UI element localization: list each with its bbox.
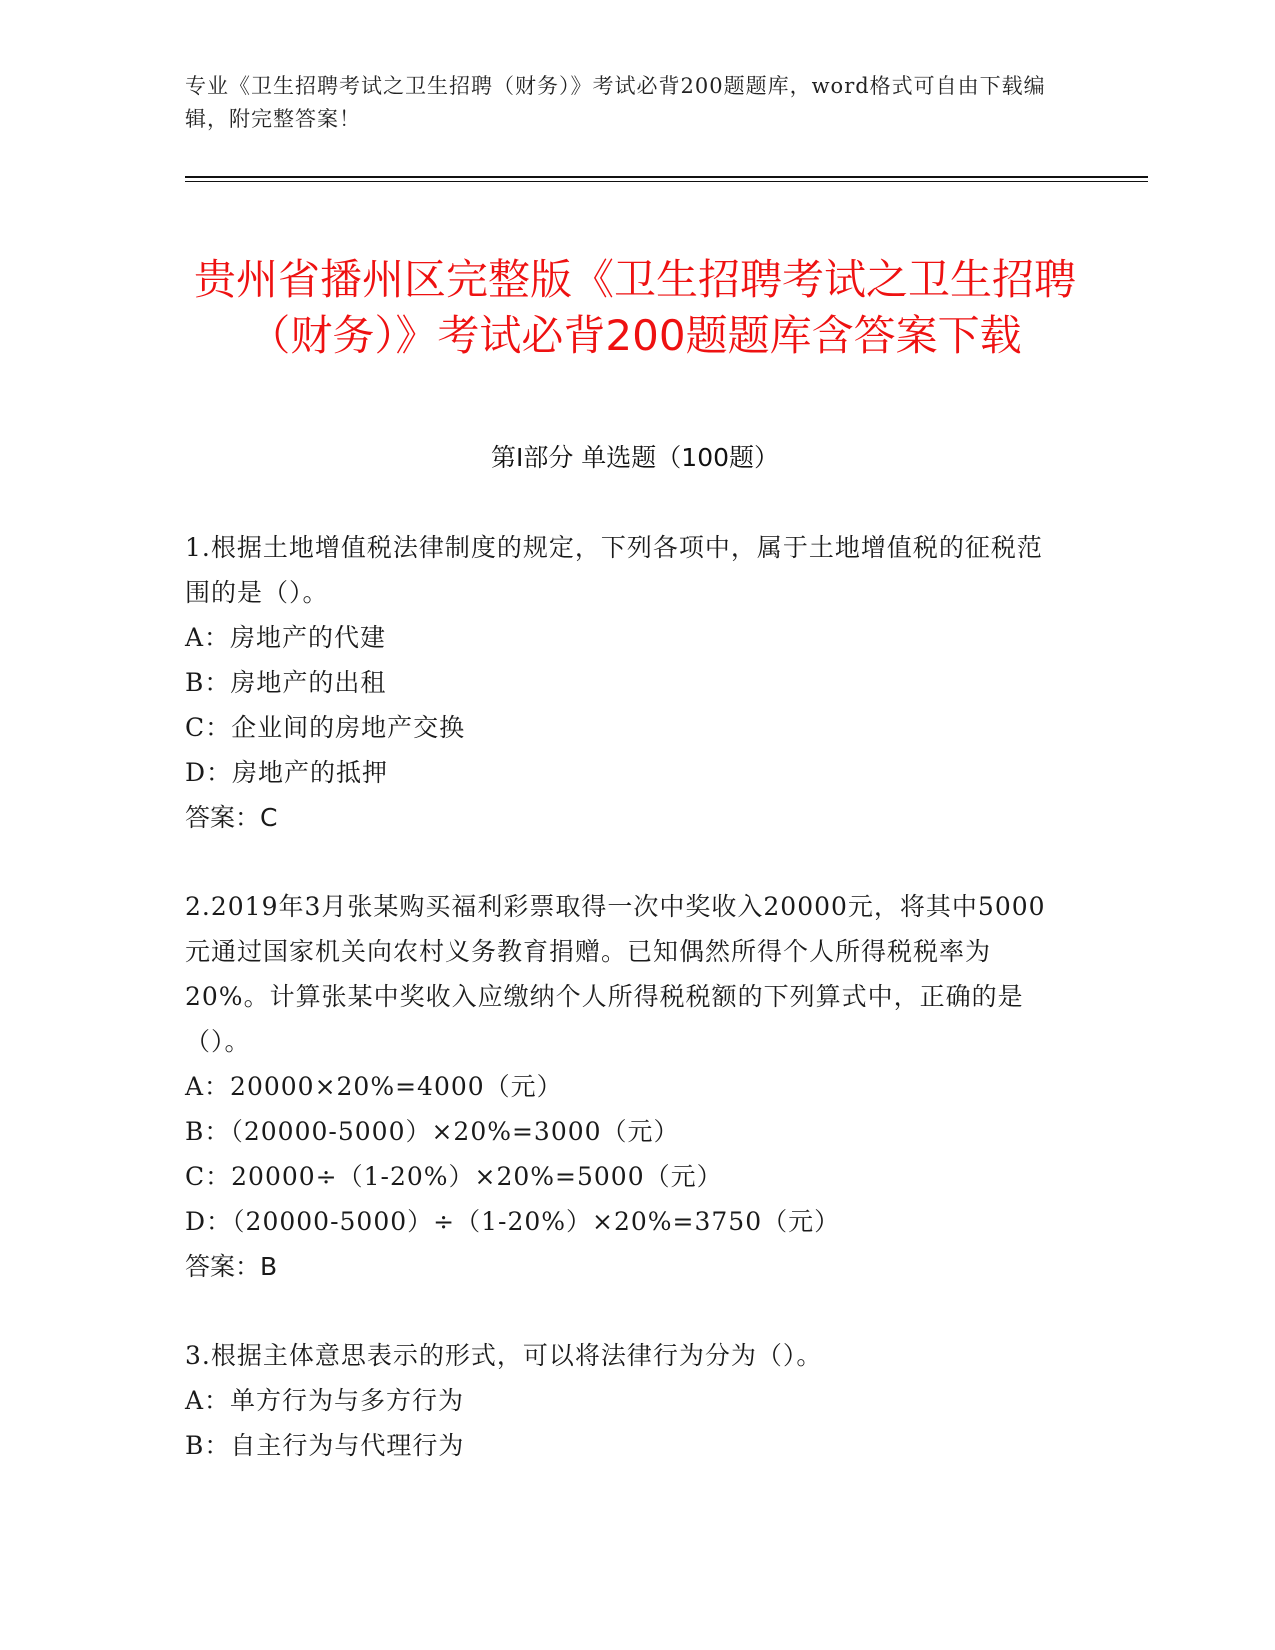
section-title: 第I部分 单选题（100题）	[490, 443, 780, 472]
question-1	[185, 525, 1065, 840]
question-2	[185, 884, 1065, 1289]
question-stem: 2.2019年3月张某购买福利彩票取得一次中奖收入20000元，将其中5000元通过国家机关向农村义务教育捐赠。已知偶然所得个人所得税税率为20%。计算张某中奖收入应缴纳个人所得税税额的下列算式中，正确的是（）。	[185, 892, 1046, 1056]
option-c: C：20000÷（1-20%）×20%=5000（元）	[185, 1162, 723, 1191]
header-note: 专业《卫生招聘考试之卫生招聘（财务）》考试必背200题题库，word格式可自由下载编辑，附完整答案！	[185, 74, 1046, 131]
question-list	[185, 525, 1065, 1512]
option-a: A：单方行为与多方行为	[185, 1386, 465, 1415]
option-c: C：企业间的房地产交换	[185, 713, 466, 742]
option-b: B：房地产的出租	[185, 668, 387, 697]
option-d: D：房地产的抵押	[185, 758, 389, 787]
header-rule	[185, 176, 1148, 178]
question-stem: 1.根据土地增值税法律制度的规定，下列各项中，属于土地增值税的征税范围的是（）。	[185, 533, 1043, 607]
answer: 答案：B	[185, 1252, 278, 1281]
option-d: D：（20000-5000）÷（1-20%）×20%=3750（元）	[185, 1207, 841, 1236]
document-title: 贵州省播州区完整版《卫生招聘考试之卫生招聘（财务）》考试必背200题题库含答案下载	[193, 255, 1076, 361]
option-b: B：自主行为与代理行为	[185, 1431, 465, 1460]
header-rule-thin	[185, 181, 1148, 182]
answer: 答案：C	[185, 803, 278, 832]
option-b: B：（20000-5000）×20%=3000（元）	[185, 1117, 680, 1146]
question-stem: 3.根据主体意思表示的形式，可以将法律行为分为（）。	[185, 1341, 823, 1370]
option-a: A：20000×20%=4000（元）	[185, 1072, 563, 1101]
question-3	[185, 1333, 1065, 1468]
option-a: A：房地产的代建	[185, 623, 387, 652]
